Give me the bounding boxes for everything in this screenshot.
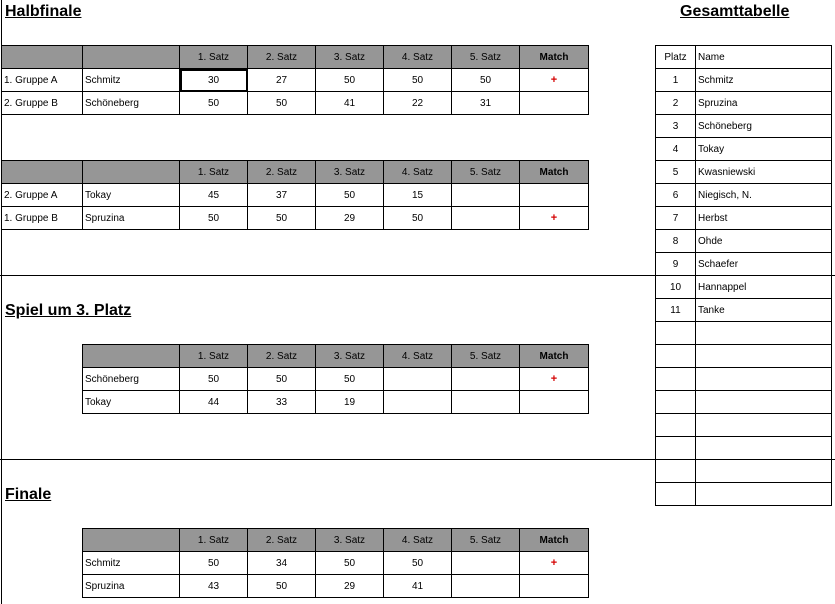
- score-cell[interactable]: 50: [248, 368, 316, 391]
- table-row: [83, 368, 589, 391]
- ranking-row: [656, 276, 832, 299]
- player-name-cell[interactable]: Schmitz: [83, 69, 180, 92]
- score-cell[interactable]: 31: [452, 92, 520, 115]
- ranking-name-cell[interactable]: Schöneberg: [696, 115, 832, 138]
- score-cell[interactable]: [452, 575, 520, 598]
- third-place-header-row: [83, 345, 589, 368]
- match-winner-cell[interactable]: [520, 92, 589, 115]
- heading-finale: Finale: [5, 486, 52, 503]
- match-winner-cell[interactable]: [520, 391, 589, 414]
- ranking-name-cell[interactable]: Spruzina: [696, 92, 832, 115]
- score-cell[interactable]: 15: [384, 184, 452, 207]
- score-cell[interactable]: 50: [316, 368, 384, 391]
- header-set-2[interactable]: 2. Satz: [248, 529, 316, 552]
- score-cell[interactable]: 29: [316, 575, 384, 598]
- ranking-row: [656, 437, 832, 460]
- ranking-name-cell[interactable]: [696, 437, 832, 460]
- ranking-header-platz[interactable]: Platz: [656, 46, 696, 69]
- ranking-name-cell[interactable]: Ohde: [696, 230, 832, 253]
- table-row: [2, 207, 589, 230]
- header-set-3[interactable]: 3. Satz: [316, 345, 384, 368]
- score-cell[interactable]: 50: [180, 552, 248, 575]
- header-set-5[interactable]: 5. Satz: [452, 46, 520, 69]
- group-cell[interactable]: 1. Gruppe B: [2, 207, 83, 230]
- score-cell[interactable]: [452, 368, 520, 391]
- ranking-platz-cell[interactable]: 9: [656, 253, 696, 276]
- ranking-platz-cell[interactable]: [656, 414, 696, 437]
- ranking-row: [656, 368, 832, 391]
- section-divider-2: [0, 459, 655, 460]
- ranking-row: [656, 414, 832, 437]
- score-cell[interactable]: 34: [248, 552, 316, 575]
- score-cell[interactable]: 50: [316, 184, 384, 207]
- score-cell[interactable]: 50: [384, 552, 452, 575]
- ranking-platz-cell[interactable]: 2: [656, 92, 696, 115]
- header-blank: [2, 46, 83, 69]
- ranking-row: [656, 69, 832, 92]
- ranking-row: [656, 345, 832, 368]
- ranking-row: [656, 483, 832, 506]
- score-cell-selected[interactable]: 30: [180, 69, 248, 92]
- match-winner-cell[interactable]: [520, 184, 589, 207]
- score-cell[interactable]: [452, 207, 520, 230]
- header-match[interactable]: Match: [520, 161, 589, 184]
- match-winner-cell[interactable]: +: [520, 368, 589, 391]
- heading-halbfinale: Halbfinale: [5, 3, 82, 20]
- ranking-row: [656, 184, 832, 207]
- score-cell[interactable]: 50: [180, 368, 248, 391]
- header-set-4[interactable]: 4. Satz: [384, 46, 452, 69]
- ranking-row: [656, 253, 832, 276]
- ranking-table: [655, 45, 832, 506]
- final-table: [82, 528, 589, 598]
- score-cell[interactable]: 33: [248, 391, 316, 414]
- table-row: [83, 575, 589, 598]
- player-name-cell[interactable]: Schmitz: [83, 552, 180, 575]
- ranking-platz-cell[interactable]: 6: [656, 184, 696, 207]
- score-cell[interactable]: 43: [180, 575, 248, 598]
- score-cell[interactable]: 37: [248, 184, 316, 207]
- semifinal-1-table: [1, 45, 589, 115]
- ranking-platz-cell[interactable]: 4: [656, 138, 696, 161]
- ranking-platz-cell[interactable]: 8: [656, 230, 696, 253]
- score-cell[interactable]: [384, 391, 452, 414]
- player-name-cell[interactable]: Tokay: [83, 184, 180, 207]
- ranking-platz-cell[interactable]: [656, 391, 696, 414]
- ranking-name-cell[interactable]: Schaefer: [696, 253, 832, 276]
- score-cell[interactable]: 41: [316, 92, 384, 115]
- semifinal-2-table: [1, 160, 589, 230]
- score-cell[interactable]: [452, 391, 520, 414]
- score-cell[interactable]: 22: [384, 92, 452, 115]
- ranking-platz-cell[interactable]: 5: [656, 161, 696, 184]
- ranking-row: [656, 391, 832, 414]
- ranking-row: [656, 115, 832, 138]
- ranking-platz-cell[interactable]: 10: [656, 276, 696, 299]
- ranking-name-cell[interactable]: Tanke: [696, 299, 832, 322]
- semifinal-1-header-row: [2, 46, 589, 69]
- heading-gesamttabelle: Gesamttabelle: [680, 3, 790, 20]
- header-set-2[interactable]: 2. Satz: [248, 345, 316, 368]
- table-row: [83, 391, 589, 414]
- header-set-5[interactable]: 5. Satz: [452, 161, 520, 184]
- ranking-name-cell[interactable]: Schmitz: [696, 69, 832, 92]
- ranking-platz-cell[interactable]: 1: [656, 69, 696, 92]
- score-cell[interactable]: 41: [384, 575, 452, 598]
- score-cell[interactable]: [452, 184, 520, 207]
- header-set-3[interactable]: 3. Satz: [316, 529, 384, 552]
- score-cell[interactable]: 50: [316, 69, 384, 92]
- header-set-3[interactable]: 3. Satz: [316, 46, 384, 69]
- score-cell[interactable]: 50: [248, 575, 316, 598]
- player-name-cell[interactable]: Schöneberg: [83, 368, 180, 391]
- header-blank: [2, 161, 83, 184]
- header-match[interactable]: Match: [520, 46, 589, 69]
- table-row: [2, 92, 589, 115]
- match-winner-cell[interactable]: +: [520, 552, 589, 575]
- player-name-cell[interactable]: Spruzina: [83, 207, 180, 230]
- score-cell[interactable]: 50: [248, 92, 316, 115]
- ranking-name-cell[interactable]: Kwasniewski: [696, 161, 832, 184]
- group-cell[interactable]: 2. Gruppe B: [2, 92, 83, 115]
- table-row: [83, 552, 589, 575]
- ranking-name-cell[interactable]: [696, 460, 832, 483]
- score-cell[interactable]: 27: [248, 69, 316, 92]
- ranking-platz-cell[interactable]: [656, 437, 696, 460]
- ranking-name-cell[interactable]: Niegisch, N.: [696, 184, 832, 207]
- score-cell[interactable]: 19: [316, 391, 384, 414]
- third-place-table: [82, 344, 589, 414]
- header-set-1[interactable]: 1. Satz: [180, 161, 248, 184]
- ranking-row: [656, 92, 832, 115]
- ranking-row: [656, 460, 832, 483]
- ranking-row: [656, 230, 832, 253]
- ranking-row: [656, 322, 832, 345]
- header-blank: [83, 46, 180, 69]
- header-set-1[interactable]: 1. Satz: [180, 529, 248, 552]
- ranking-platz-cell[interactable]: 7: [656, 207, 696, 230]
- ranking-name-cell[interactable]: Herbst: [696, 207, 832, 230]
- ranking-row: [656, 161, 832, 184]
- heading-spiel-um-3-platz: Spiel um 3. Platz: [5, 302, 132, 319]
- score-cell[interactable]: 50: [316, 552, 384, 575]
- ranking-platz-cell[interactable]: 11: [656, 299, 696, 322]
- table-row: [2, 184, 589, 207]
- score-cell[interactable]: [452, 552, 520, 575]
- score-cell[interactable]: 50: [452, 69, 520, 92]
- player-name-cell[interactable]: Spruzina: [83, 575, 180, 598]
- header-set-5[interactable]: 5. Satz: [452, 529, 520, 552]
- ranking-header-row: [656, 46, 832, 69]
- header-set-2[interactable]: 2. Satz: [248, 46, 316, 69]
- header-set-4[interactable]: 4. Satz: [384, 529, 452, 552]
- final-header-row: [83, 529, 589, 552]
- ranking-platz-cell[interactable]: [656, 322, 696, 345]
- ranking-row: [656, 207, 832, 230]
- header-set-2[interactable]: 2. Satz: [248, 161, 316, 184]
- ranking-platz-cell[interactable]: 3: [656, 115, 696, 138]
- ranking-row: [656, 299, 832, 322]
- ranking-name-cell[interactable]: Tokay: [696, 138, 832, 161]
- ranking-name-cell[interactable]: [696, 322, 832, 345]
- ranking-header-name[interactable]: Name: [696, 46, 832, 69]
- table-row: [2, 69, 589, 92]
- header-blank: [83, 529, 180, 552]
- player-name-cell[interactable]: Schöneberg: [83, 92, 180, 115]
- score-cell[interactable]: [384, 368, 452, 391]
- group-cell[interactable]: 2. Gruppe A: [2, 184, 83, 207]
- score-cell[interactable]: 45: [180, 184, 248, 207]
- group-cell[interactable]: 1. Gruppe A: [2, 69, 83, 92]
- header-set-3[interactable]: 3. Satz: [316, 161, 384, 184]
- match-winner-cell[interactable]: [520, 575, 589, 598]
- ranking-name-cell[interactable]: [696, 345, 832, 368]
- header-set-4[interactable]: 4. Satz: [384, 161, 452, 184]
- header-match[interactable]: Match: [520, 529, 589, 552]
- header-match[interactable]: Match: [520, 345, 589, 368]
- ranking-name-cell[interactable]: [696, 483, 832, 506]
- ranking-platz-cell[interactable]: [656, 368, 696, 391]
- ranking-platz-cell[interactable]: [656, 345, 696, 368]
- score-cell[interactable]: 50: [384, 207, 452, 230]
- header-set-5[interactable]: 5. Satz: [452, 345, 520, 368]
- score-cell[interactable]: 50: [248, 207, 316, 230]
- score-cell[interactable]: 44: [180, 391, 248, 414]
- score-cell[interactable]: 50: [384, 69, 452, 92]
- ranking-name-cell[interactable]: [696, 391, 832, 414]
- player-name-cell[interactable]: Tokay: [83, 391, 180, 414]
- score-cell[interactable]: 50: [180, 207, 248, 230]
- header-blank: [83, 161, 180, 184]
- ranking-name-cell[interactable]: [696, 414, 832, 437]
- ranking-row: [656, 138, 832, 161]
- semifinal-2-header-row: [2, 161, 589, 184]
- ranking-platz-cell[interactable]: [656, 483, 696, 506]
- header-set-1[interactable]: 1. Satz: [180, 46, 248, 69]
- header-set-4[interactable]: 4. Satz: [384, 345, 452, 368]
- ranking-name-cell[interactable]: Hannappel: [696, 276, 832, 299]
- match-winner-cell[interactable]: +: [520, 207, 589, 230]
- ranking-name-cell[interactable]: [696, 368, 832, 391]
- score-cell[interactable]: 50: [180, 92, 248, 115]
- ranking-platz-cell[interactable]: [656, 460, 696, 483]
- match-winner-cell[interactable]: +: [520, 69, 589, 92]
- header-set-1[interactable]: 1. Satz: [180, 345, 248, 368]
- header-blank: [83, 345, 180, 368]
- score-cell[interactable]: 29: [316, 207, 384, 230]
